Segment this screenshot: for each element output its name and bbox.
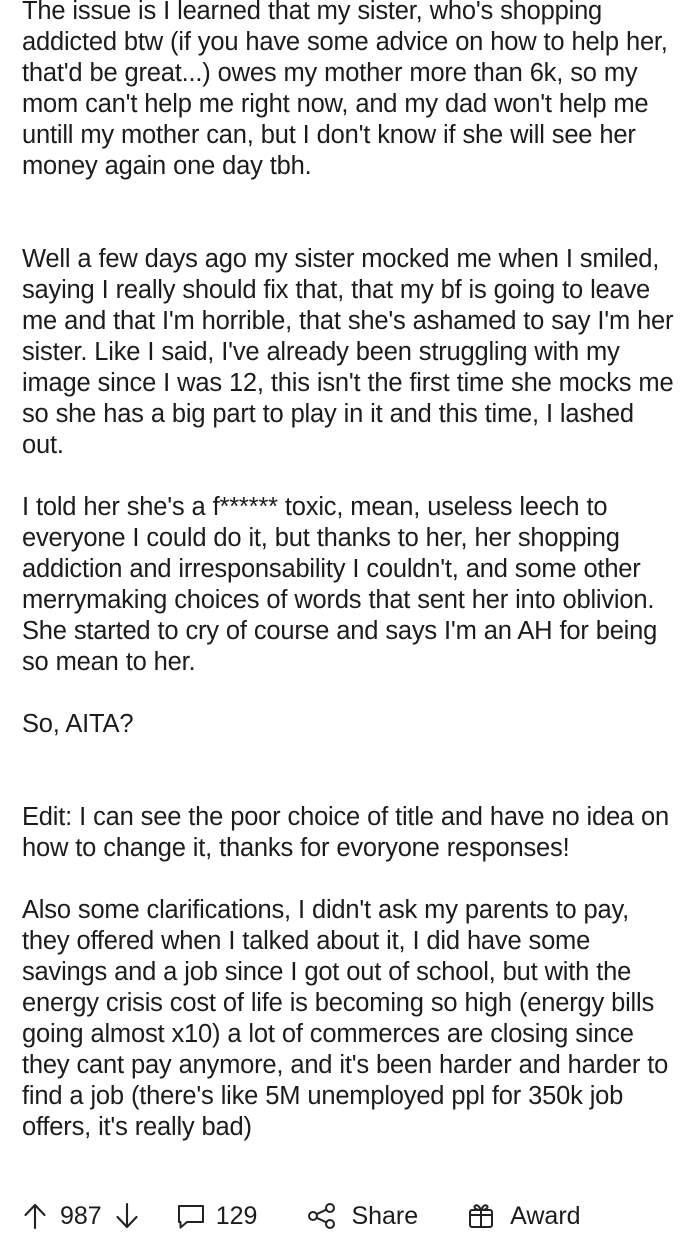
upvote-arrow-icon[interactable] (16, 1197, 54, 1235)
share-label: Share (351, 1201, 419, 1230)
post-paragraph-5: Edit: I can see the poor choice of title and have no idea on how to change it, thanks for evoryone responses! (22, 803, 669, 862)
paragraph-spacer (22, 461, 678, 492)
post-action-bar (0, 1184, 700, 1248)
paragraph-spacer (22, 678, 678, 709)
post-paragraph-2: Well a few days ago my sister mocked me when I smiled, saying I really should fix that, that my bf is going to leave me and that I'm horrible, that she's ashamed to say I'm her sister. Like I said, I've already been struggling with my image since I was 12, this isn't the first time she mocks me so she has a big part to play in it and this time, I lashed out. (22, 245, 674, 459)
share-group[interactable] (303, 1197, 418, 1235)
paragraph-spacer (22, 182, 678, 244)
comment-group[interactable] (172, 1197, 264, 1235)
post-paragraph-3: I told her she's a f****** toxic, mean, useless leech to everyone I could do it, but thanks to her, her shopping addiction and irresponsability I couldn't, and some other merrymaking choices of words that sent her into oblivion. She started to cry of course and says I'm an AH for being so mean to her. (22, 493, 658, 676)
post-paragraph-4: So, AITA? (22, 710, 134, 738)
post-paragraph-1: The issue is I learned that my sister, who's shopping addicted btw (if you have some advice on how to help her, that'd be great...) owes my mother more than 6k, so my mom can't help me right now, and my dad won't help me untill my mother can, but I don't know if she will see her money again one day tbh. (22, 0, 668, 180)
vote-group (16, 1197, 146, 1235)
share-icon[interactable] (303, 1197, 341, 1235)
award-label: Award (510, 1201, 581, 1230)
award-gift-icon[interactable] (462, 1197, 500, 1235)
vote-count: 987 (60, 1201, 102, 1230)
downvote-arrow-icon[interactable] (108, 1197, 146, 1235)
paragraph-spacer (22, 864, 678, 895)
comment-count: 129 (215, 1201, 258, 1230)
comment-bubble-icon[interactable] (172, 1197, 210, 1235)
paragraph-spacer (22, 740, 678, 802)
award-group[interactable] (462, 1197, 580, 1235)
post-paragraph-6: Also some clarifications, I didn't ask my parents to pay, they offered when I talked about it, I did have some savings and a job since I got out of school, but with the energy crisis cost of life is becoming so high (energy bills going almost x10) a lot of commerces are closing since they cant pay anymore, and it's been harder and harder to find a job (there's like 5M unemployed ppl for 350k job offers, it's really bad) (22, 896, 669, 1141)
